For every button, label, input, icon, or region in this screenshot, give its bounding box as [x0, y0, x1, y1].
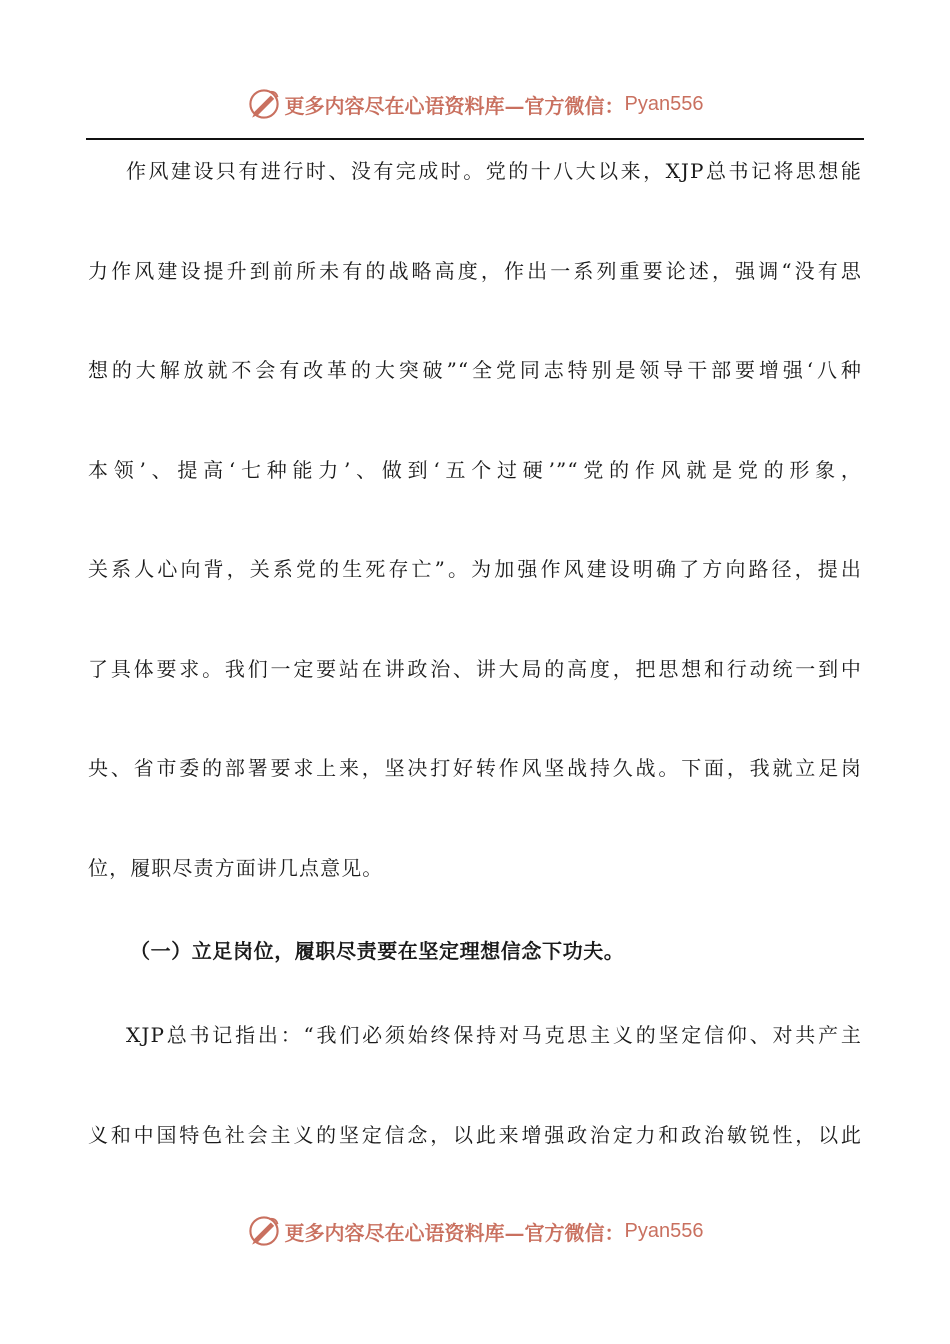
footer-banner — [0, 1211, 950, 1251]
paragraph-line: 作风建设只有进行时、没有完成时。党的十八大以来，XJP总书记将思想能 — [126, 159, 862, 183]
header-banner-wechat-id: Pyan556 — [624, 92, 704, 115]
header-banner — [0, 84, 950, 124]
paragraph-line: XJP总书记指出：“我们必须始终保持对马克思主义的坚定信仰、对共产主 — [126, 1023, 862, 1047]
paragraph-line: 义和中国特色社会主义的坚定信念，以此来增强政治定力和政治敏锐性，以此 — [88, 1123, 862, 1147]
footer-banner-wechat-id: Pyan556 — [624, 1219, 704, 1242]
paragraph-line: 关系人心向背，关系党的生死存亡”。为加强作风建设明确了方向路径，提出 — [88, 557, 862, 581]
header-divider — [86, 138, 864, 140]
header-banner-text: 更多内容尽在心语资料库—官方微信： — [284, 93, 625, 118]
section-heading: （一）立足岗位，履职尽责要在坚定理想信念下功夫。 — [130, 939, 625, 963]
pen-logo-icon — [247, 1214, 281, 1248]
paragraph-line: 力作风建设提升到前所未有的战略高度，作出一系列重要论述，强调“没有思 — [88, 259, 862, 283]
paragraph-line: 想的大解放就不会有改革的大突破”“全党同志特别是领导干部要增强‘八种 — [88, 358, 862, 382]
paragraph-line: 了具体要求。我们一定要站在讲政治、讲大局的高度，把思想和行动统一到中 — [88, 657, 862, 681]
footer-banner-text: 更多内容尽在心语资料库—官方微信： — [284, 1220, 625, 1245]
pen-logo-icon — [247, 87, 281, 121]
paragraph-line: 位，履职尽责方面讲几点意见。 — [88, 856, 384, 880]
paragraph-line: 本领’、提高‘七种能力’、做到‘五个过硬’”“党的作风就是党的形象， — [88, 458, 862, 482]
paragraph-line: 央、省市委的部署要求上来，坚决打好转作风坚战持久战。下面，我就立足岗 — [88, 756, 862, 780]
